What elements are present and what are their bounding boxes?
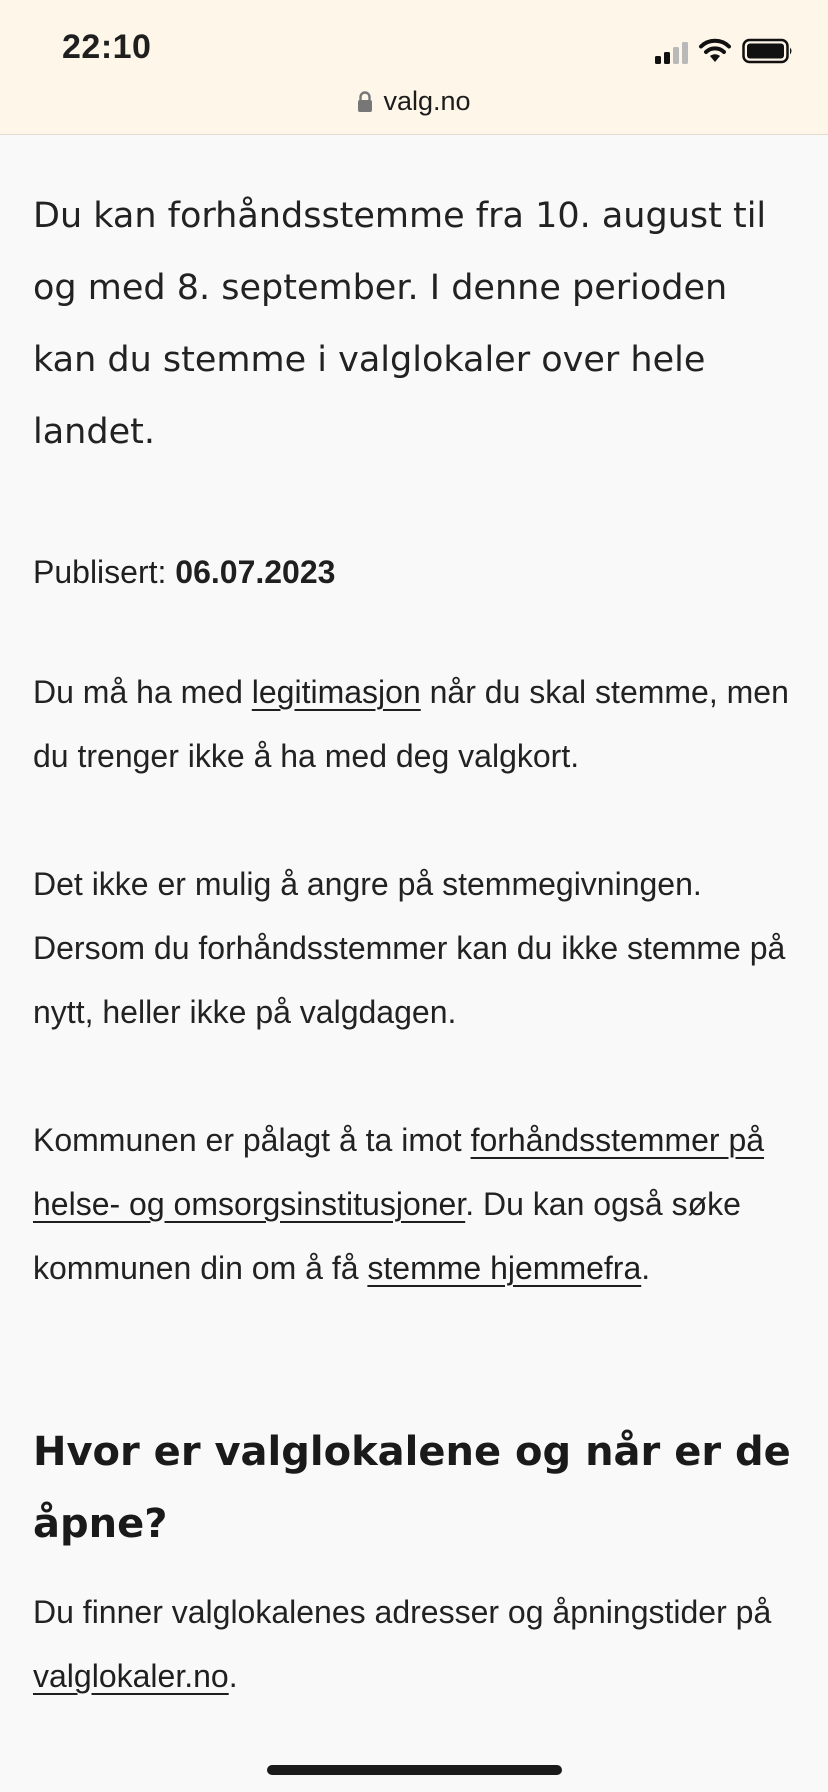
status-bar xyxy=(0,0,828,135)
battery-icon xyxy=(742,38,794,64)
published-label: Publisert: xyxy=(33,554,167,590)
status-icons xyxy=(655,34,794,64)
p4-text-after: . xyxy=(228,1658,238,1694)
paragraph-polling-places xyxy=(33,1580,795,1708)
p1-text-after: når du skal stemme, men du trenger ikke å ha med deg valgkort. xyxy=(33,674,789,774)
lock-icon xyxy=(357,91,373,113)
p3-text-after: . xyxy=(641,1250,651,1286)
paragraph-no-regret: Det ikke er mulig å angre på stemmegivningen. Dersom du forhåndsstemmer kan du ikke stemme på nytt, heller ikke på valgdagen. xyxy=(33,866,786,1030)
p4-text-before: Du finner valglokalenes adresser og åpningstider på xyxy=(33,1594,772,1630)
vote-from-home-link[interactable]: stemme hjemmefra xyxy=(367,1250,642,1286)
valglokaler-link[interactable]: valglokaler.no xyxy=(33,1658,229,1694)
url-text: valg.no xyxy=(383,86,471,116)
institutions-link[interactable]: forhåndsstemmer på helse- og omsorgsinstitusjoner xyxy=(33,1122,765,1222)
status-time: 22:10 xyxy=(62,28,152,66)
url-bar[interactable] xyxy=(0,86,828,117)
article-lead: Du kan forhåndsstemme fra 10. august til og med 8. september. I denne perioden kan du stemme i valglokaler over hele landet. xyxy=(33,196,767,452)
wifi-icon xyxy=(698,38,732,64)
paragraph-institutions xyxy=(33,1108,795,1300)
signal-icon xyxy=(655,40,688,64)
published-date: 06.07.2023 xyxy=(175,554,336,590)
legitimasjon-link[interactable]: legitimasjon xyxy=(251,674,421,710)
section-heading: Hvor er valglokalene og når er de åpne? xyxy=(33,1429,791,1547)
article-content xyxy=(33,180,795,1708)
p3-text-before: Kommunen er pålagt å ta imot xyxy=(33,1122,471,1158)
p3-text-middle: . Du kan også søke kommunen din om å få xyxy=(33,1186,741,1286)
home-indicator[interactable] xyxy=(267,1765,562,1775)
published-line xyxy=(33,552,795,592)
paragraph-id-requirement xyxy=(33,660,795,788)
p1-text-before: Du må ha med xyxy=(33,674,252,710)
